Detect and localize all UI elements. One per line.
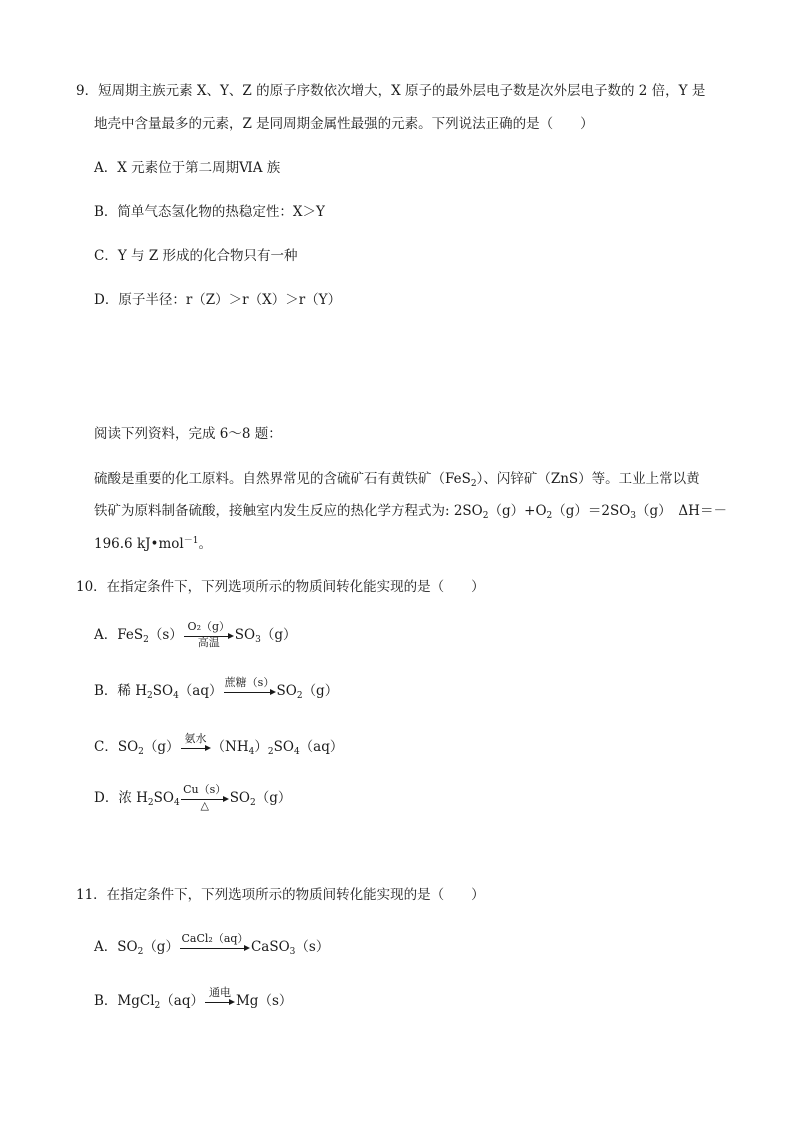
q9-stem-line1: 9．短周期主族元素 X、Y、Z 的原子序数依次增大，X 原子的最外层电子数是次外层电子数的 2 倍，Y 是 bbox=[76, 83, 706, 99]
q11-option-a: A．$SO_2(g)$ CaCl₂（aq） CaSO$_3$（s） bbox=[94, 931, 330, 957]
q11-option-b: B．MgCl$_2$（aq） 通电 Mg（s） bbox=[94, 985, 293, 1011]
q10-option-d: D．浓 $H_2SO_4$ Cu（s） △ $SO_2(g)$ bbox=[94, 782, 292, 812]
q10-option-c: C．$SO_2(g)$ 氨水 $(NH_4)_2SO_4(aq)$ bbox=[94, 731, 344, 757]
q9-option-c: C．Y 与 Z 形成的化合物只有一种 bbox=[94, 248, 298, 264]
reading-paragraph-line2: 铁矿为原料制备硫酸，接触室内发生反应的热化学方程式为: $2SO_2(g)+O_2(g)=2SO_3(g)$ ΔH＝－ bbox=[94, 503, 727, 521]
reading-paragraph-line1: 硫酸是重要的化工原料。自然界常见的含硫矿石有黄铁矿（FeS$_2$）、闪锌矿（ZnS）等。工业上常以黄 bbox=[94, 471, 700, 489]
reaction-arrow: O₂（g） 高温 bbox=[184, 627, 234, 645]
reaction-arrow: Cu（s） △ bbox=[181, 790, 229, 808]
q10-option-b: B．稀 $H_2SO_4(aq)$ 蔗糖（s） $SO_2(g)$ bbox=[94, 675, 339, 701]
reaction-arrow: 蔗糖（s） bbox=[224, 683, 276, 701]
reading-intro: 阅读下列资料，完成 6～8 题： bbox=[94, 426, 282, 442]
reading-paragraph-line3: 196.6 kJ•mol$^{-1}$。 bbox=[94, 536, 212, 552]
q9-option-d: D．原子半径：r（Z）＞r（X）＞r（Y） bbox=[94, 292, 342, 308]
q10-option-a: A．FeS$_2$（s） O₂（g） 高温 $SO_3(g)$ bbox=[94, 619, 297, 649]
q9-stem-line2: 地壳中含量最多的元素，Z 是同周期金属性最强的元素。下列说法正确的是（ ） bbox=[94, 116, 594, 132]
q10-stem: 10．在指定条件下，下列选项所示的物质间转化能实现的是（ ） bbox=[76, 579, 485, 595]
reaction-arrow: 氨水 bbox=[181, 739, 211, 757]
reaction-arrow: 通电 bbox=[205, 993, 235, 1011]
q9-option-b: B．简单气态氢化物的热稳定性：X＞Y bbox=[94, 204, 325, 220]
q9-option-a: A．X 元素位于第二周期ⅥA 族 bbox=[94, 160, 281, 176]
q11-stem: 11．在指定条件下，下列选项所示的物质间转化能实现的是（ ） bbox=[76, 887, 485, 903]
reaction-arrow: CaCl₂（aq） bbox=[180, 939, 250, 957]
